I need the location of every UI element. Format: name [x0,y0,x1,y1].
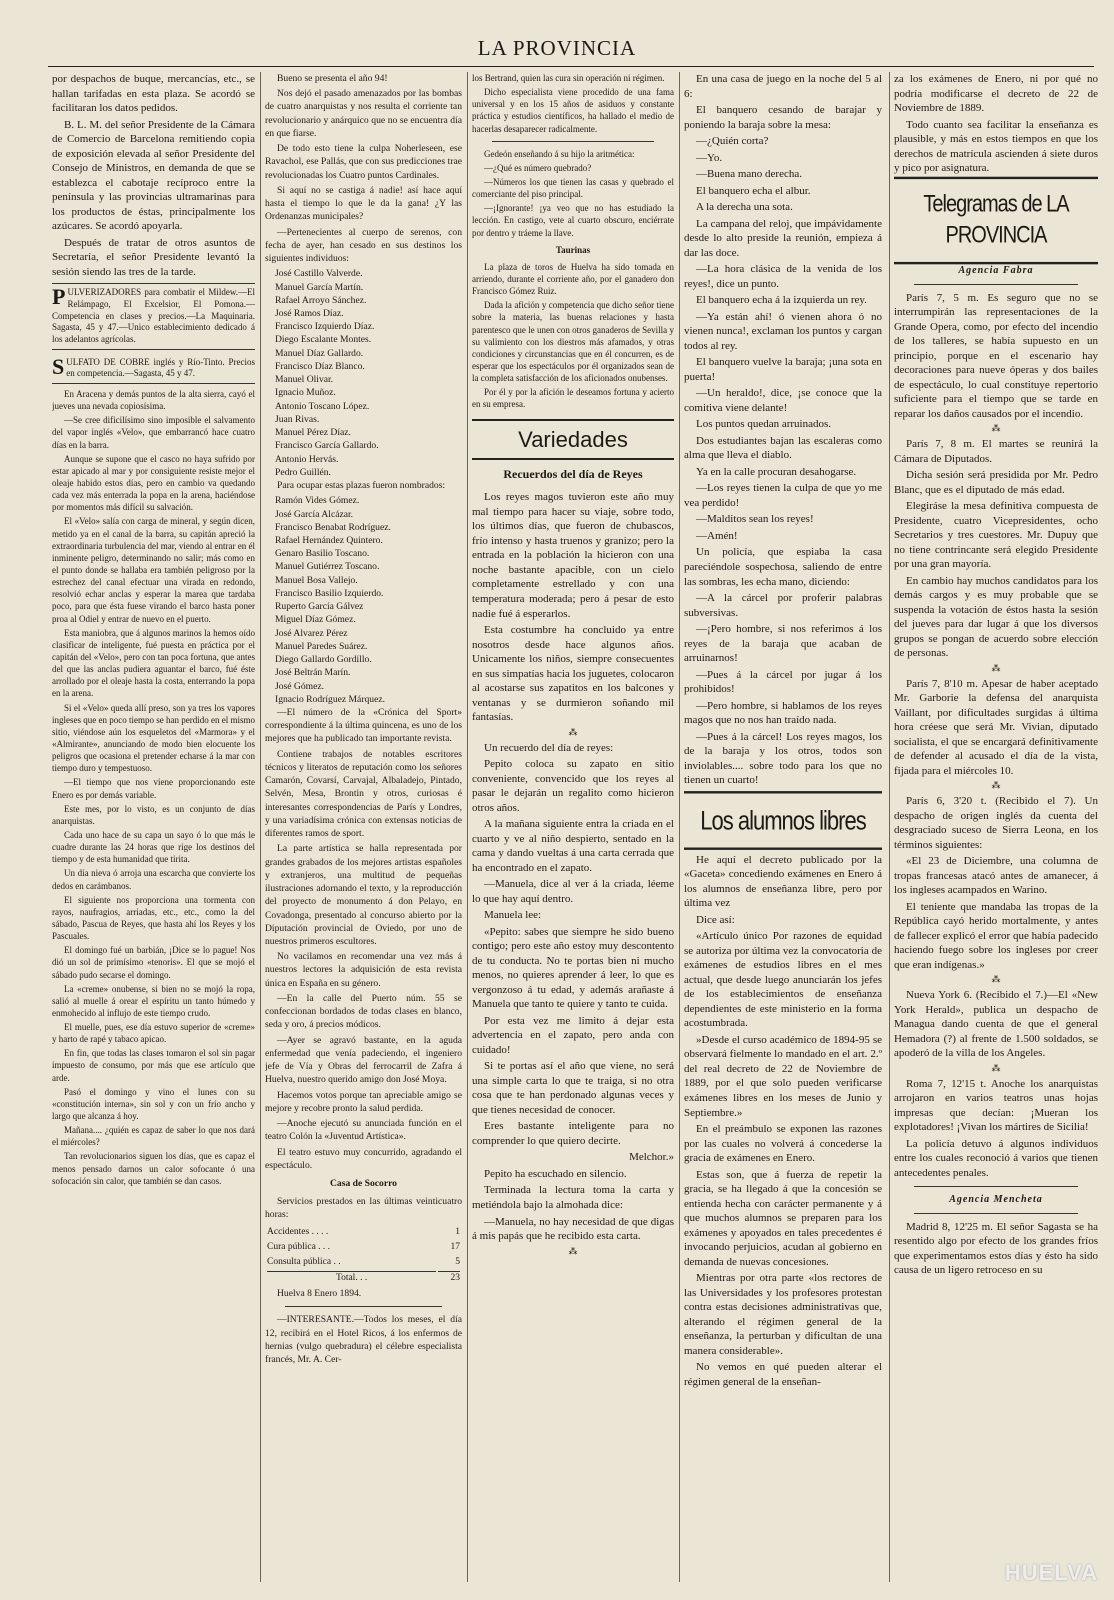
paragraph: El banquero echa el albur. [696,184,811,197]
telegram: «El 23 de Diciembre, una columna de tropas francesas atacó antes de amanecer, á los ingleses acampados en Warino. [894,855,1098,897]
signature: Melchor.» [629,1151,674,1164]
paragraph: —Ya están ahí! ó vienen ahora ó no vienen nunca!, exclaman los puntos y cargan todos al rey. [684,310,882,352]
column-divider [467,72,468,1582]
paragraph: Un día nieva ó arroja una escarcha que convierte los dedos en carámbanos. [52,868,255,891]
list-item: Francisco Izquierdo Díaz. [275,321,375,333]
list-item: Manuel Bosa Vallejo. [275,574,358,586]
paragraph: —Pues á la cárcel por jugar á los prohibidos! [684,668,882,696]
list-item: Francisco Díaz Blanco. [275,360,365,372]
paragraph: za los exámenes de Enero, ni por qué no podría modificarse el decreto de 22 de Noviembre de 1889. [894,73,1098,115]
paragraph: Pasó el domingo y vino el lunes con su «constitución interna», sin sol y con un frío ancho y largo que alcanza á hoy. [52,1086,255,1122]
paragraph: —¿Qué es número quebrado? [484,162,592,173]
table-cell-label: Accidentes . . . . [267,1226,329,1237]
section-separator-stars-icon: ⁂ [991,974,1001,985]
paragraph: Dos estudiantes bajan las escaleras como alma que lleva el diablo. [684,434,882,462]
list-item: Ignacio Rodríguez Márquez. [275,693,386,705]
paragraph: El banquero cesando de barajar y poniendo la baraja sobre la mesa: [684,104,882,131]
paragraph: «Pepito: sabes que siempre he sido bueno contigo; pero este año estoy muy descontento de tu conducta. No te portas bien ni mucho menos, no quieres aprender á leer, lo que es vergonzoso á tu edad, y además arañaste á Manuela que tanto te quiere y tanto te cuida. [472,925,674,1011]
paragraph: Eres bastante inteligente para no comprender lo que quiero decirte. [472,1120,674,1147]
paragraph: Por él y por la afición le deseamos fortuna y acierto en su empresa. [472,387,674,410]
table-cell-label: Consulta pública . . [267,1256,341,1267]
paragraph: Bueno se presenta el año 94! [277,73,388,84]
telegram: Roma 7, 12'15 t. Anoche los anarquistas arrojaron en varios teatros unas hojas impresas que decían: ¡Mueran los explotadores! ¡Vivan los mártires de Sicilia! [894,1077,1098,1134]
ad-text: ULFATO DE COBRE inglés y Río-Tinto. Precios en competencia.—Sagasta, 45 y 47. [66,356,255,379]
paragraph: Si te portas así el año que viene, no será una simple carta lo que te traiga, si no otra cosa que te han perdonado algunas veces y que tienes necesidad de conocer. [472,1060,674,1116]
paragraph: La «creme» onubense, si bien no se mojó la ropa, salió al muelle á orear el espíritu un tanto húmedo y enmohecido al influjo de este tiempo crudo. [52,983,255,1018]
paragraph: —Los reyes tienen la culpa de que yo me vea perdido! [684,482,882,509]
divider [492,141,654,142]
paragraph: Esta maniobra, que á algunos marinos la hemos oído clasificar de inteligente, fué puesta en práctica por el capitán del «Velo», pero con tan poca fortuna, que antes del que las anclas pudiera aguantar el barco, fué éste arrollado por el oleaje hasta la costa, enterrando la popa en la arena. [52,627,255,699]
paragraph: Aunque se supone que el casco no haya sufrido por estar apicado al mar y por consiguiente resiste mejor el oleaje habido estos días, pero en cambio va quedando cada vez más enterrada la popa en la arena, haciéndose por momentos más difícil su salvación. [52,453,255,513]
paragraph: Gedeón enseñando á su hijo la aritmética: [484,148,635,159]
list-item: Manuel García Martín. [275,281,364,293]
paragraph: —Malditos sean los reyes! [696,513,814,526]
paragraph: Esta costumbre ha concluido ya entre nosotros desde hace algunos años. Unicamente los niños, siempre consecuentes en sus simpatías hacia los juguetes, colocaron al acostarse sus zapatitos en los balcones y ventanas y se durmieron soñando mil fantasías. [472,624,674,724]
table-cell-value: 17 [450,1241,460,1252]
table-cell-label: Cura pública . . . [267,1241,331,1252]
paragraph: Un recuerdo del día de reyes: [484,741,614,754]
paragraph: Dicho especialista viene procedido de una fama universal y en los 15 años de asiduos y constante práctica y estudios científicos, ha hallado el medio de hacerlas desaparecer radicalmente. [472,87,674,134]
telegram: Madrid 8, 12'25 m. El señor Sagasta se ha resentido algo por efecto de los grandes fríos que experimentamos estos días y ésto ha sido causa de un ligero retroceso en su [894,1220,1098,1277]
paragraph: Mañana.... ¿quién es capaz de saber lo que nos dará el miércoles? [52,1125,255,1148]
list-item: Manuel Paredes Suárez. [275,640,368,652]
paragraph: Si el «Velo» queda allí preso, son ya tres los vapores ingleses que en poco tiempo se han perdido en el mismo sitio, viéndose aún los esqueletos del «Marmora» y el «Almirante», anunciando de modo bien elocuente los peligros que ocasiona el pretender echarse á la mar con tiempo duro y tempestuoso. [52,702,255,774]
paragraph: Contiene trabajos de notables escritores técnicos y literatos de reputación como los señores Camarón, Covarsí, Carvajal, Albaladejo, Pintado, Selvén, Mesa, Brontin y otros, curiosas é interesantes correspondencias de París y Londres, y una variadísima crónica con extensas noticias de diferentes ramos de sport. [265,748,462,840]
telegram: Dicha sesión será presidida por Mr. Pedro Blanc, que es el diputado de más edad. [894,469,1098,496]
paragraph: La parte artística se halla representada por grandes grabados de los mejores artistas españoles y extranjeros, una multitud de pequeñas ilustraciones adornando el texto, y la reproducción del proyecto de monumento á don Pelayo, en Covadonga, presentado al concurso abierto por la Diputación provincial de Oviedo, por uno de nuestros primeros escultores. [265,843,462,947]
paragraph: —Pues á la cárcel! Los reyes magos, los de la baraja y los otros, todos son inviolables.... sobre todo para los que no tienen un cuarto! [684,730,882,787]
list-item: Diego Gallardo Gordillo. [275,654,372,666]
paragraph: Si aquí no se castiga á nadie! así hace aquí hasta el tiempo lo que le da la gana! ¿Y las Ordenanzas municipales? [265,184,462,223]
paragraph: El muelle, pues, ese día estuvo superior de «creme» y harto de rapé y tabaco apicao. [52,1022,255,1045]
paragraph: —Pero hombre, si hablamos de los reyes magos que no nos han traído nada. [684,699,882,727]
paragraph: No vemos en qué pueden alterar el régimen general de la enseñan- [684,1361,882,1388]
table-total-row [267,1271,460,1285]
column-4 [684,72,882,1582]
paragraph: —El tiempo que nos viene proporcionando este Enero es por demás variable. [52,777,255,800]
list-item: Ruperto García Gálvez [275,601,364,613]
drop-cap: S [52,353,65,379]
paragraph: Pepito coloca su zapato en sitio conveniente, convencido que los reyes al pasar le dejarán un regalito como hicieron otros años. [472,758,674,814]
table-cell-value: 1 [455,1226,460,1237]
telegram: París 6, 3'20 t. (Recibido el 7). Un despacho de origen inglés da cuenta del desgraciado suceso de Sierra Leona, en los términos siguientes: [894,795,1098,851]
paragraph: El banquero vuelve la baraja; ¡una sota en puerta! [684,356,882,383]
paragraph: Un policía, que espiaba la casa pareciéndole sospechosa, saliendo de entre las sombras, les echa mano, diciendo: [684,546,882,588]
paragraph: Ya en la calle procuran desahogarse. [696,465,857,478]
list-item: José Castillo Valverde. [275,268,363,280]
list-item: Francisco García Gallardo. [275,440,379,452]
table-row [267,1226,460,1239]
list-item: Genaro Basilio Toscano. [275,548,370,560]
paragraph: —INTERESANTE.—Todos los meses, el día 12, recibirá en el Hotel Ricos, á los enfermos de hernias (vulgo quebradura) el célebre especialista francés, Mr. A. Cer- [265,1314,462,1366]
column-3 [472,72,674,1582]
column-5 [894,72,1098,1582]
table-cell-value: 23 [438,1271,460,1285]
list-item: Rafael Hernández Quintero. [275,534,383,546]
section-separator-stars-icon: ⁂ [568,726,578,737]
paragraph: Servicios prestados en las últimas veinticuatro horas: [265,1196,462,1221]
telegram: Elegiráse la mesa definitiva compuesta de Presidente, cuatro Vicepresidentes, ocho Secretarios y tres cuestores. Mr. Dupuy que no tiene contrincante será elegido Presidente por una gran mayoría. [894,500,1098,571]
list-item: Francisco Benabat Rodríguez. [275,521,391,533]
section-separator-stars-icon: ⁂ [991,662,1001,673]
list-item: Ramón Vides Gómez. [275,495,360,507]
agency-heading-fabra: Agencia Fabra [958,265,1034,277]
article-title-reyes: Recuerdos del día de Reyes [503,467,643,482]
paragraph: El domingo fué un barbián, ¡Dice se lo pague! Nos dió un sol de primísimo «tenoris». El que se mojó el sábado pudo secarse el domingo. [52,945,255,980]
section-separator-stars-icon: ⁂ [568,1245,578,1256]
paragraph: He aquí el decreto publicado por la «Gaceta» concediendo exámenes en Enero á los alumnos de enseñanza libre, pero por última vez [684,853,882,910]
list-item: Francisco Basilio Izquierdo. [275,587,384,599]
paragraph: —Pertenecientes al cuerpo de serenos, con fecha de ayer, han cesado en sus destinos los siguientes individuos: [265,226,462,265]
telegram: París 7, 5 m. Es seguro que no se interrumpirán las representaciones de la Grande Opera, como, por efecto del incendio de los talleres, se había supuesto en un principio, porque en el escenario hay decoraciones para nueve óperas y dos bailes de espectáculo, lo cual constituye repertorio suficiente para el tiempo que se tarde en reparar los daños causados por el incendio. [894,291,1098,420]
paragraph: A la mañana siguiente entra la criada en el cuarto y ve al niño despierto, sentado en la cama y dando vueltas á una carta cerrada que ha encontrado en el zapato. [472,818,674,874]
paragraph: En fin, que todas las clases tomaron el sol sin pagar impuesto de consumo, por más que ese artículo que arde. [52,1048,255,1083]
section-heading-taurinas: Taurinas [555,244,591,255]
list-item: Diego Escalante Montes. [275,334,372,346]
paragraph: —Buena mano derecha. [696,168,802,181]
paragraph: En el preámbulo se exponen las razones por las cuales no volverá á concederse la gracia de exámenes en Enero. [684,1123,882,1165]
paragraph: El teatro estuvo muy concurrido, agradando el espectáculo. [265,1146,462,1171]
telegram: En cambio hay muchos candidatos para los demás cargos y es muy probable que se suspenda la votación de éstos hasta la sesión del jueves para dar lugar á que los diversos grupos se pongan de acuerdo sobre elección de personas. [894,574,1098,660]
paragraph: —Manuela, no hay necesidad de que digas á mis papás que he recibido esta carta. [472,1215,674,1243]
paragraph: Tan revolucionarios siguen los días, que es capaz el menos pensado darnos un calor sofocante ó una sofocación sin calor, que también se dan casos. [52,1151,255,1186]
paragraph: Todo cuanto sea facilitar la enseñanza es plausible, y más en estos tiempos en que los derechos de matrícula ascienden á siete duros y pico por asignatura. [894,118,1098,175]
list-item: José García Alcázar. [275,508,354,520]
paragraph: Los reyes magos tuvieron este año muy mal tiempo para hacer su viaje, sobre todo, los últimos días, que fueron de chubascos, frío intenso y hasta truenos y granizo; pero la entrada en la población la hicieron con una noche bastante apacible, con un cielo completamente estrellado y con una temperatura moderada; pero á pesar de esto nadie fué á esperarlos. [472,491,674,620]
paragraph: B. L. M. del señor Presidente de la Cámara de Comercio de Barcelona remitiendo copia de exposición elevada al señor Presidente del Consejo de Ministros, en demanda de que se establezca el cabotaje recíproco entre la península y las provincias ultramarinas para los productos de éstas, principalmente los azúcares. Se acordó apoyarla. [52,118,255,233]
list-item: Juan Rivas. [275,413,320,425]
paragraph: —¡Ignorante! ¡ya veo que no has estudiado la lección. En castigo, vete al cuarto obscuro, enciérrate por dentro y tráeme la llave. [472,203,674,238]
list-item: Manuel Díaz Gallardo. [275,347,364,359]
paragraph: En Aracena y demás puntos de la alta sierra, cayó el jueves una nevada copiosísima. [52,389,255,412]
huelva-watermark-logo [1004,1550,1104,1592]
paragraph: El banquero echa á la izquierda un rey. [696,294,867,307]
column-divider [679,72,680,1582]
table-cell-value: 5 [455,1256,460,1267]
section-heading-telegramas: Telegramas de LA PROVINCIA [894,176,1098,263]
watermark-text: HUELVA [1004,1560,1098,1585]
divider [914,1186,1078,1187]
dateline: Huelva 8 Enero 1894. [277,1288,362,1300]
paragraph: Este mes, por lo visto, es un conjunto de días anarquistas. [52,803,255,826]
list-item: José Gómez. [275,680,325,692]
column-2 [265,72,462,1582]
paragraph: Nos dejó el pasado amenazados por las bombas de cuatro anarquistas y nos resulta el corriente tan revolucionario y anárquico que no se encuentra día en que fiarse. [265,88,462,139]
paragraph: A la derecha una sota. [696,201,793,214]
paragraph: —Números los que tienen las casas y quebrado el comerciante del piso principal. [472,176,674,200]
paragraph: —A la cárcel por proferir palabras subversivas. [684,592,882,619]
names-list-cesados [265,267,462,479]
paragraph: En una casa de juego en la noche del 5 al 6: [684,73,882,100]
paragraph: —Amén! [696,529,738,542]
section-separator-stars-icon: ⁂ [991,780,1001,791]
paragraph: El «Velo» salía con carga de mineral, y según dicen, metido ya en el canal de la barra, su capitán apreció la extraordinaria turbulencia del mar, viendo al entrar en él inminente peligro, determinando no salir; más como en el punto donde se hallaba era también peligroso por la estrechez del canal efectuar una virada en redondo, resolvió echar anclas y esperar la marea que tardaba poco, para que ésta fuese virando el barco hasta poner proa al Odiel y entrar de nuevo en el puerto. [52,516,255,624]
top-rule [48,66,1094,67]
paragraph: Mientras por otra parte «los rectores de las Universidades y los profesores protestan contra estas decisiones administrativas que, alterando el régimen general de la enseñanza, la perturban y dificultan de una manera considerable». [684,1272,882,1357]
list-item: Ignacio Muñoz. [275,387,336,399]
paragraph: De todo esto tiene la culpa Noherleseen, ese Ravachol, ese Pallás, que con sus predicciones trae revolucionadas los Cuatro puntos Cardinales. [265,143,462,181]
paragraph: —Un heraldo!, dice, ¡se conoce que la comitiva viene delante! [684,387,882,414]
paragraph: «Artículo único Por razones de equidad se autoriza por última vez la convocatoria de exámenes de estudios libres en el mes actual, que desde luego anunciarán los jefes de los establecimientos de enseñanza dependientes de este ministerio en la forma acostumbrada. [684,930,882,1030]
ad-text: ULVERIZADORES para combatir el Mildew.—El Relámpago, El Excelsior, El Pomona.—Competencia en clases y precios.—La Maquinaria. Sagasta, 45 y 47.—Unico establecimiento dedicado á los adelantos agrícolas. [52,287,255,344]
table-row [267,1241,460,1254]
divider [914,1213,1078,1214]
list-item: Antonio Hervás. [275,453,339,465]
paragraph: Los puntos quedan arruinados. [696,418,832,431]
paragraph: —El número de la «Crónica del Sport» correspondiente á la última quincena, es uno de los mejores que ha publicado tan importante revista. [265,707,462,745]
paragraph: —Anoche ejecutó su anunciada función en el teatro Colón la «Juventud Artística». [265,1118,462,1143]
list-item: José Ramos Díaz. [275,307,344,319]
paragraph: Pepito ha escuchado en silencio. [484,1167,627,1180]
paragraph: Para ocupar estas plazas fueron nombrados: [277,480,446,492]
paragraph: —Yo. [696,151,723,164]
paragraph: Después de tratar de otros asuntos de Secretaría, el señor Presidente levantó la sesión siendo las tres de la tarde. [52,236,255,278]
paragraph: Estas son, que á fuerza de repetir la gracia, se ha llegado á que la concesión se entienda hecha con carácter permanente y á que muchos alumnos se preparen para los exámenes y apoyados en tales precedentes é invocando perjuicios, acudan al gobierno en demanda de nuevas concesiones. [684,1168,882,1268]
advertisement-sulfato [52,354,255,384]
column-divider [889,72,890,1582]
list-item: Manuel Pérez Díaz. [275,427,351,439]
paragraph: —Ayer se agravó bastante, en la aguda enfermedad que venía padeciendo, el ingeniero jefe de Vía y Obras del ferrocarril de Zafra á Huelva, nuestro querido amigo don José Moya. [265,1034,462,1086]
list-item: Antonio Toscano López. [275,400,370,412]
paragraph: Dice así: [696,913,735,926]
table-row [267,1256,460,1269]
list-item: Rafael Arroyo Sánchez. [275,294,367,306]
section-heading-casa-socorro: Casa de Socorro [330,1177,397,1189]
telegram: París 7, 8 m. El martes se reunirá la Cámara de Diputados. [894,438,1098,465]
section-separator-stars-icon: ⁂ [991,1062,1001,1073]
section-heading-alumnos-libres: Los alumnos libres [684,791,882,850]
masthead: LA PROVINCIA [477,36,637,60]
paragraph: —¿Quién corta? [696,135,769,148]
paragraph: No vacilamos en recomendar una vez más á nuestros lectores la adquisición de esta revista única en España en su género. [265,951,462,989]
paragraph: La campana del reloj, que impávidamente desde lo alto preside la reunión, empieza á dar las doce. [684,217,882,259]
paragraph: por despachos de buque, mercancías, etc., se hallan tarifadas en esta plaza. Se acordó se facilitaran los datos pedidos. [52,73,255,115]
section-heading-variedades: Variedades [472,419,674,461]
list-item: Miguel Díaz Gómez. [275,614,356,626]
list-item: José Beltrán Marín. [275,667,351,679]
list-item: Pedro Guillén. [275,466,331,478]
telegram: Nueva York 6. (Recibido el 7.)—El «New York Herald», publica un despacho de Managua dando cuenta de que el general Hemadora (?) al frente de 1.500 soldados, se apoderó de la villa de los Angeles. [894,989,1098,1060]
agency-heading-mencheta: Agencia Mencheta [949,1194,1043,1206]
list-item: Manuel Gutiérrez Toscano. [275,561,380,573]
drop-cap: P [52,284,66,310]
column-1 [52,72,255,1582]
paragraph: El siguiente nos proporciona una tormenta con rayos, naufragios, arriadas, etc., etc., como la del sábado, Pascua de Reyes, que hasta ahí los Reyes y los Pascuales. [52,894,255,942]
paragraph: Por esta vez me limito á dejar esta advertencia en el zapato, pero anda con cuidado! [472,1014,674,1056]
paragraph: »Desde el curso académico de 1894-95 se observará fielmente lo mandado en el art. 2.º del real decreto de 22 de Noviembre de 1889, por el que solo pueden verificarse exámenes libres en los meses de Junio y Septiembre.» [684,1033,882,1119]
telegram: El teniente que mandaba las tropas de la República cayó herido mortalmente, y antes de fallecer explicó el error que había padecido haciendo fuego sobre los ingleses por creer que eran indígenas.» [894,900,1098,971]
divider [285,1306,442,1307]
paragraph: los Bertrand, quien las cura sin operación ni régimen. [472,73,665,83]
paragraph: —En la calle del Puerto núm. 55 se confeccionan bordados de todas clases en blanco, seda y oro, á precios módicos. [265,992,462,1031]
paragraph: —Manuela, dice al ver á la criada, léeme lo que hay aquí dentro. [472,878,674,905]
paragraph: Cada uno hace de su capa un sayo ó lo que más le cuadre durante las 24 horas que rige los destinos del tiempo y de esta humanidad que tirita. [52,829,255,865]
socorro-table [265,1224,462,1287]
telegram: París 7, 8'10 m. Apesar de haber aceptado Mr. Garborie la defensa del anarquista Vaillant, por dificultades surgidas á última hora créese que será Mr. Vivian, diputado socialista, el que se encargará definitivamente de defender al acusado el día de la vista, fijada para el miércoles 10. [894,677,1098,777]
paragraph: Dada la afición y competencia que dicho señor tiene sobre la materia, las buenas relaciones y hasta parentesco que le unen con otros ganaderos de Sevilla y su valimiento con los diestros más afamados, y otras condiciones y circunstancias que en él concurren, es de esperar que los espectáculos por él organizados sean de la completa satisfacción de los aficionados onubenses. [472,300,674,384]
list-item: José Alvarez Pérez [275,627,348,639]
names-list-nombrados [265,494,462,706]
paragraph: Hacemos votos porque tan apreciable amigo se mejore y recobre pronto la salud perdida. [265,1089,462,1114]
paragraph: —Se cree dificilísimo sino imposible el salvamento del vapor inglés «Velo», que embarrancó hace cuatro días en la barra. [52,415,255,450]
paragraph: —La hora clásica de la venida de los reyes!, dice un punto. [684,263,882,290]
telegram: La policía detuvo á algunos individuos entre los cuales reconoció á varios que tienen antecedentes penales. [894,1137,1098,1179]
advertisement-pulverizadores [52,283,255,349]
paragraph: La plaza de toros de Huelva ha sido tomada en arriendo, durante el corriente año, por el ganadero don Francisco Gómez Ruiz. [472,261,674,297]
paragraph: Manuela lee: [484,909,542,922]
column-divider [260,72,261,1582]
list-item: Manuel Olivar. [275,374,334,386]
section-separator-stars-icon: ⁂ [991,423,1001,434]
divider [914,284,1078,285]
table-cell-label: Total. . . [267,1271,436,1285]
paragraph: —¡Pero hombre, si nos referimos á los reyes de la baraja que acaban de arruinarnos! [684,623,882,665]
paragraph: Terminada la lectura toma la carta y metiéndola bajo la almohada dice: [472,1184,674,1211]
